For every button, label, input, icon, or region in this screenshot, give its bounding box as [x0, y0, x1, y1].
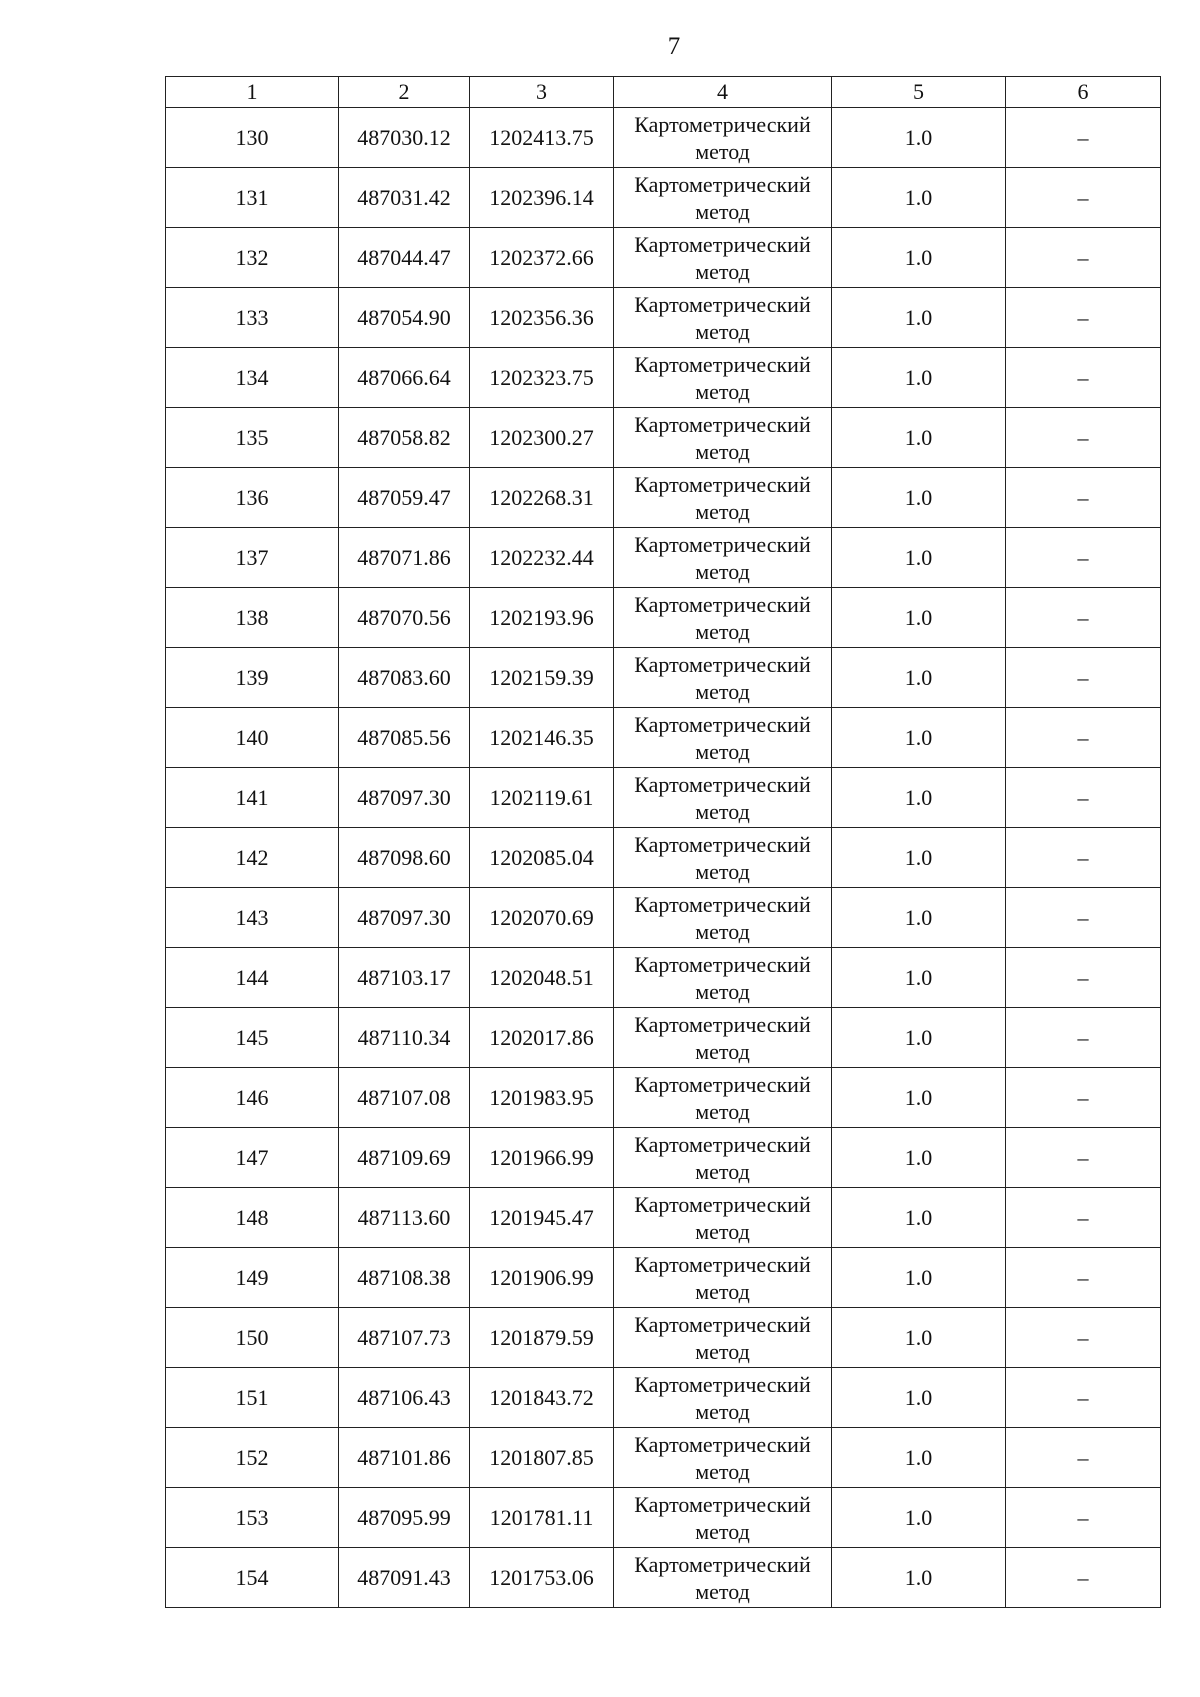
- x-coordinate-cell: 487097.30: [339, 888, 470, 948]
- point-number-cell: 135: [166, 408, 339, 468]
- note-cell: –: [1006, 1008, 1161, 1068]
- accuracy-cell: 1.0: [832, 1128, 1006, 1188]
- table-row: [166, 708, 1161, 768]
- y-coordinate-cell: 1202146.35: [470, 708, 614, 768]
- table-row: [166, 948, 1161, 1008]
- method-cell: Картометрический метод: [614, 1488, 832, 1548]
- column-header-5: 5: [832, 77, 1006, 108]
- table-row: [166, 1488, 1161, 1548]
- accuracy-cell: 1.0: [832, 1308, 1006, 1368]
- point-number-cell: 132: [166, 228, 339, 288]
- note-cell: –: [1006, 1308, 1161, 1368]
- accuracy-cell: 1.0: [832, 468, 1006, 528]
- method-cell: Картометрический метод: [614, 828, 832, 888]
- x-coordinate-cell: 487059.47: [339, 468, 470, 528]
- accuracy-cell: 1.0: [832, 1008, 1006, 1068]
- coordinates-table: [165, 76, 1161, 1608]
- y-coordinate-cell: 1202300.27: [470, 408, 614, 468]
- note-cell: –: [1006, 408, 1161, 468]
- x-coordinate-cell: 487108.38: [339, 1248, 470, 1308]
- y-coordinate-cell: 1201843.72: [470, 1368, 614, 1428]
- y-coordinate-cell: 1202070.69: [470, 888, 614, 948]
- header-row: [166, 77, 1161, 108]
- table-row: [166, 168, 1161, 228]
- point-number-cell: 142: [166, 828, 339, 888]
- accuracy-cell: 1.0: [832, 528, 1006, 588]
- point-number-cell: 138: [166, 588, 339, 648]
- table-row: [166, 228, 1161, 288]
- point-number-cell: 147: [166, 1128, 339, 1188]
- point-number-cell: 148: [166, 1188, 339, 1248]
- point-number-cell: 131: [166, 168, 339, 228]
- table-row: [166, 648, 1161, 708]
- accuracy-cell: 1.0: [832, 1488, 1006, 1548]
- point-number-cell: 130: [166, 108, 339, 168]
- method-cell: Картометрический метод: [614, 1128, 832, 1188]
- y-coordinate-cell: 1201807.85: [470, 1428, 614, 1488]
- method-cell: Картометрический метод: [614, 108, 832, 168]
- accuracy-cell: 1.0: [832, 1428, 1006, 1488]
- x-coordinate-cell: 487083.60: [339, 648, 470, 708]
- y-coordinate-cell: 1201781.11: [470, 1488, 614, 1548]
- y-coordinate-cell: 1202413.75: [470, 108, 614, 168]
- x-coordinate-cell: 487070.56: [339, 588, 470, 648]
- accuracy-cell: 1.0: [832, 828, 1006, 888]
- method-cell: Картометрический метод: [614, 408, 832, 468]
- y-coordinate-cell: 1202017.86: [470, 1008, 614, 1068]
- accuracy-cell: 1.0: [832, 228, 1006, 288]
- table-row: [166, 1068, 1161, 1128]
- y-coordinate-cell: 1201753.06: [470, 1548, 614, 1608]
- y-coordinate-cell: 1202119.61: [470, 768, 614, 828]
- note-cell: –: [1006, 348, 1161, 408]
- table-row: [166, 888, 1161, 948]
- table-row: [166, 108, 1161, 168]
- table-row: [166, 1188, 1161, 1248]
- point-number-cell: 152: [166, 1428, 339, 1488]
- x-coordinate-cell: 487106.43: [339, 1368, 470, 1428]
- column-header-2: 2: [339, 77, 470, 108]
- y-coordinate-cell: 1202356.36: [470, 288, 614, 348]
- x-coordinate-cell: 487044.47: [339, 228, 470, 288]
- note-cell: –: [1006, 948, 1161, 1008]
- y-coordinate-cell: 1201945.47: [470, 1188, 614, 1248]
- note-cell: –: [1006, 828, 1161, 888]
- x-coordinate-cell: 487071.86: [339, 528, 470, 588]
- y-coordinate-cell: 1202232.44: [470, 528, 614, 588]
- column-header-4: 4: [614, 77, 832, 108]
- y-coordinate-cell: 1202323.75: [470, 348, 614, 408]
- method-cell: Картометрический метод: [614, 1368, 832, 1428]
- method-cell: Картометрический метод: [614, 1308, 832, 1368]
- accuracy-cell: 1.0: [832, 948, 1006, 1008]
- accuracy-cell: 1.0: [832, 408, 1006, 468]
- note-cell: –: [1006, 648, 1161, 708]
- accuracy-cell: 1.0: [832, 1368, 1006, 1428]
- y-coordinate-cell: 1202396.14: [470, 168, 614, 228]
- x-coordinate-cell: 487031.42: [339, 168, 470, 228]
- method-cell: Картометрический метод: [614, 1008, 832, 1068]
- accuracy-cell: 1.0: [832, 108, 1006, 168]
- y-coordinate-cell: 1202193.96: [470, 588, 614, 648]
- method-cell: Картометрический метод: [614, 288, 832, 348]
- x-coordinate-cell: 487091.43: [339, 1548, 470, 1608]
- table-row: [166, 1428, 1161, 1488]
- x-coordinate-cell: 487054.90: [339, 288, 470, 348]
- method-cell: Картометрический метод: [614, 708, 832, 768]
- accuracy-cell: 1.0: [832, 588, 1006, 648]
- table-row: [166, 468, 1161, 528]
- method-cell: Картометрический метод: [614, 1068, 832, 1128]
- method-cell: Картометрический метод: [614, 1248, 832, 1308]
- y-coordinate-cell: 1202268.31: [470, 468, 614, 528]
- accuracy-cell: 1.0: [832, 1548, 1006, 1608]
- table-row: [166, 1128, 1161, 1188]
- table-row: [166, 1248, 1161, 1308]
- note-cell: –: [1006, 1188, 1161, 1248]
- note-cell: –: [1006, 168, 1161, 228]
- table-row: [166, 528, 1161, 588]
- accuracy-cell: 1.0: [832, 168, 1006, 228]
- table-row: [166, 348, 1161, 408]
- column-header-1: 1: [166, 77, 339, 108]
- x-coordinate-cell: 487107.73: [339, 1308, 470, 1368]
- y-coordinate-cell: 1202159.39: [470, 648, 614, 708]
- method-cell: Картометрический метод: [614, 588, 832, 648]
- note-cell: –: [1006, 528, 1161, 588]
- point-number-cell: 139: [166, 648, 339, 708]
- table-row: [166, 1368, 1161, 1428]
- note-cell: –: [1006, 588, 1161, 648]
- page-number: 7: [667, 33, 681, 60]
- x-coordinate-cell: 487066.64: [339, 348, 470, 408]
- point-number-cell: 136: [166, 468, 339, 528]
- x-coordinate-cell: 487030.12: [339, 108, 470, 168]
- accuracy-cell: 1.0: [832, 1188, 1006, 1248]
- point-number-cell: 141: [166, 768, 339, 828]
- table-row: [166, 1548, 1161, 1608]
- note-cell: –: [1006, 1068, 1161, 1128]
- point-number-cell: 153: [166, 1488, 339, 1548]
- accuracy-cell: 1.0: [832, 708, 1006, 768]
- accuracy-cell: 1.0: [832, 888, 1006, 948]
- point-number-cell: 151: [166, 1368, 339, 1428]
- note-cell: –: [1006, 228, 1161, 288]
- note-cell: –: [1006, 768, 1161, 828]
- note-cell: –: [1006, 888, 1161, 948]
- x-coordinate-cell: 487097.30: [339, 768, 470, 828]
- x-coordinate-cell: 487098.60: [339, 828, 470, 888]
- table-body: [166, 108, 1161, 1608]
- x-coordinate-cell: 487085.56: [339, 708, 470, 768]
- y-coordinate-cell: 1201983.95: [470, 1068, 614, 1128]
- point-number-cell: 134: [166, 348, 339, 408]
- x-coordinate-cell: 487095.99: [339, 1488, 470, 1548]
- method-cell: Картометрический метод: [614, 1188, 832, 1248]
- point-number-cell: 140: [166, 708, 339, 768]
- x-coordinate-cell: 487113.60: [339, 1188, 470, 1248]
- accuracy-cell: 1.0: [832, 1068, 1006, 1128]
- table-row: [166, 288, 1161, 348]
- x-coordinate-cell: 487110.34: [339, 1008, 470, 1068]
- method-cell: Картометрический метод: [614, 468, 832, 528]
- note-cell: –: [1006, 1128, 1161, 1188]
- x-coordinate-cell: 487058.82: [339, 408, 470, 468]
- method-cell: Картометрический метод: [614, 1548, 832, 1608]
- x-coordinate-cell: 487101.86: [339, 1428, 470, 1488]
- table-row: [166, 588, 1161, 648]
- note-cell: –: [1006, 288, 1161, 348]
- table-row: [166, 768, 1161, 828]
- point-number-cell: 149: [166, 1248, 339, 1308]
- table-row: [166, 828, 1161, 888]
- method-cell: Картометрический метод: [614, 768, 832, 828]
- y-coordinate-cell: 1202048.51: [470, 948, 614, 1008]
- note-cell: –: [1006, 1428, 1161, 1488]
- x-coordinate-cell: 487103.17: [339, 948, 470, 1008]
- note-cell: –: [1006, 708, 1161, 768]
- note-cell: –: [1006, 1548, 1161, 1608]
- note-cell: –: [1006, 108, 1161, 168]
- table-row: [166, 408, 1161, 468]
- point-number-cell: 143: [166, 888, 339, 948]
- point-number-cell: 145: [166, 1008, 339, 1068]
- method-cell: Картометрический метод: [614, 1428, 832, 1488]
- point-number-cell: 146: [166, 1068, 339, 1128]
- accuracy-cell: 1.0: [832, 648, 1006, 708]
- table-row: [166, 1308, 1161, 1368]
- method-cell: Картометрический метод: [614, 948, 832, 1008]
- point-number-cell: 150: [166, 1308, 339, 1368]
- method-cell: Картометрический метод: [614, 888, 832, 948]
- y-coordinate-cell: 1201879.59: [470, 1308, 614, 1368]
- point-number-cell: 144: [166, 948, 339, 1008]
- method-cell: Картометрический метод: [614, 528, 832, 588]
- column-header-3: 3: [470, 77, 614, 108]
- column-header-6: 6: [1006, 77, 1161, 108]
- accuracy-cell: 1.0: [832, 288, 1006, 348]
- point-number-cell: 137: [166, 528, 339, 588]
- method-cell: Картометрический метод: [614, 648, 832, 708]
- y-coordinate-cell: 1201906.99: [470, 1248, 614, 1308]
- y-coordinate-cell: 1202085.04: [470, 828, 614, 888]
- x-coordinate-cell: 487109.69: [339, 1128, 470, 1188]
- accuracy-cell: 1.0: [832, 348, 1006, 408]
- method-cell: Картометрический метод: [614, 348, 832, 408]
- y-coordinate-cell: 1202372.66: [470, 228, 614, 288]
- table-row: [166, 1008, 1161, 1068]
- method-cell: Картометрический метод: [614, 168, 832, 228]
- note-cell: –: [1006, 1488, 1161, 1548]
- method-cell: Картометрический метод: [614, 228, 832, 288]
- accuracy-cell: 1.0: [832, 1248, 1006, 1308]
- point-number-cell: 133: [166, 288, 339, 348]
- note-cell: –: [1006, 468, 1161, 528]
- x-coordinate-cell: 487107.08: [339, 1068, 470, 1128]
- accuracy-cell: 1.0: [832, 768, 1006, 828]
- note-cell: –: [1006, 1248, 1161, 1308]
- point-number-cell: 154: [166, 1548, 339, 1608]
- table-header: [166, 77, 1161, 108]
- y-coordinate-cell: 1201966.99: [470, 1128, 614, 1188]
- note-cell: –: [1006, 1368, 1161, 1428]
